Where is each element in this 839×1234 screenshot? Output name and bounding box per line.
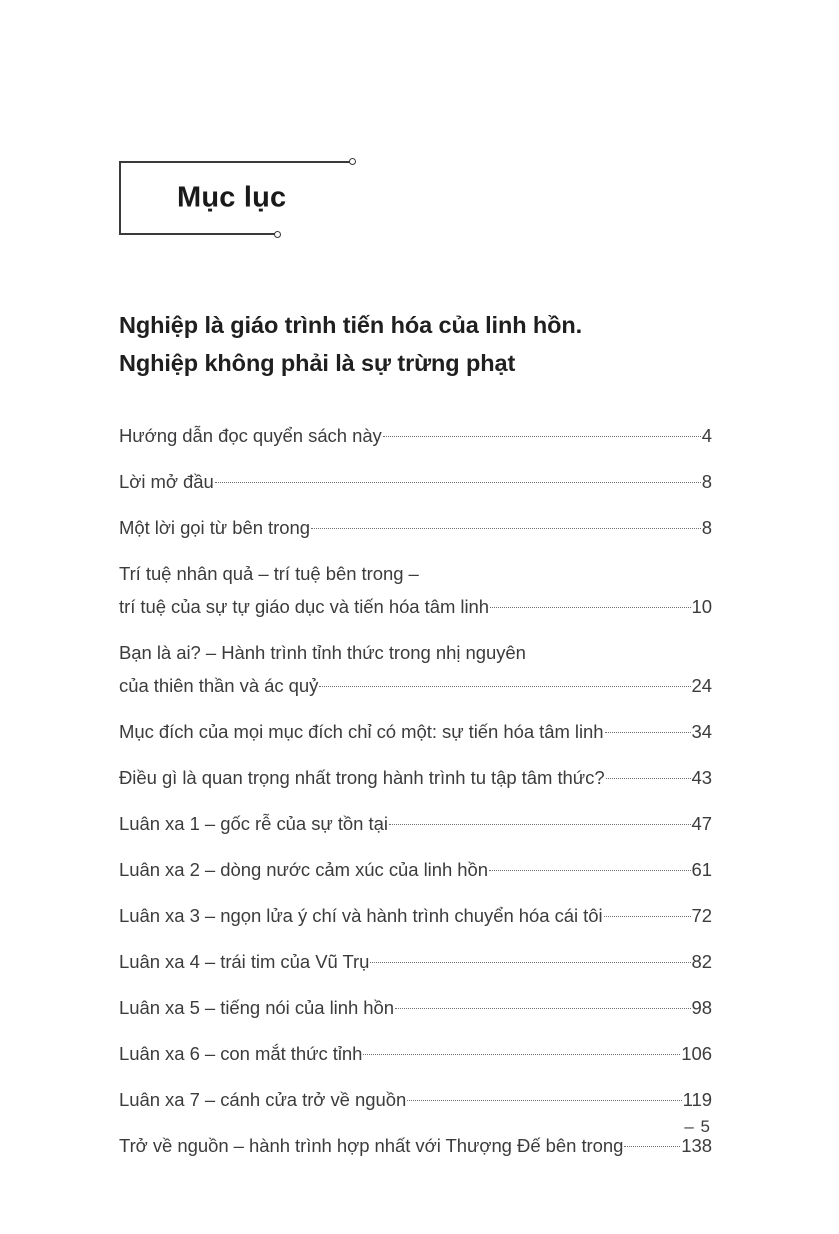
toc-entry[interactable] [119, 853, 712, 886]
toc-dot-leader [490, 595, 691, 614]
toc-dot-leader [389, 812, 691, 831]
toc-entry[interactable] [119, 1129, 712, 1162]
toc-page-number: 8 [701, 517, 712, 538]
toc-page-number: 119 [682, 1089, 712, 1110]
toc-entry-label: Trở về nguồn – hành trình hợp nhất với Thượng Đế bên trong [119, 1135, 624, 1156]
toc-entry-line-final [119, 1083, 712, 1116]
frame-top-terminator-circle-icon [349, 158, 356, 165]
toc-dot-leader [363, 1042, 680, 1061]
toc-page-number: 8 [701, 471, 712, 492]
toc-dot-leader [605, 720, 691, 739]
toc-entry[interactable] [119, 899, 712, 932]
frame-left-edge [119, 161, 121, 235]
toc-dot-leader [370, 950, 690, 969]
toc-entry-label: Lời mở đầu [119, 471, 214, 492]
toc-dot-leader [395, 996, 691, 1015]
toc-dot-leader [215, 470, 701, 489]
toc-page-number: 10 [691, 596, 712, 617]
toc-entry-label: Trí tuệ nhân quả – trí tuệ bên trong – [119, 563, 419, 584]
frame-bottom-terminator-circle-icon [274, 231, 281, 238]
toc-entry-label: Hướng dẫn đọc quyển sách này [119, 425, 382, 446]
toc-entry-label: Mục đích của mọi mục đích chỉ có một: sự tiến hóa tâm linh [119, 721, 604, 742]
toc-entry-line-final [119, 1129, 712, 1162]
toc-page-number: 43 [691, 767, 712, 788]
heading-frame-block [119, 161, 359, 235]
toc-entry-line-final [119, 669, 712, 702]
toc-entry[interactable] [119, 1037, 712, 1070]
toc-page-number: 138 [681, 1135, 712, 1156]
footer-page-number: – 5 [684, 1117, 711, 1136]
toc-entry[interactable] [119, 465, 712, 498]
toc-entry-line-final [119, 419, 712, 452]
toc-dot-leader [624, 1134, 680, 1153]
table-of-contents [119, 419, 712, 1175]
toc-page-number: 82 [691, 951, 712, 972]
toc-entry-line-final [119, 511, 712, 544]
section-title [119, 306, 739, 382]
toc-entry-label: Điều gì là quan trọng nhất trong hành trình tu tập tâm thức? [119, 767, 605, 788]
toc-entry[interactable] [119, 557, 712, 623]
toc-page-number: 34 [691, 721, 712, 742]
toc-entry[interactable] [119, 419, 712, 452]
toc-page-number: 72 [691, 905, 712, 926]
toc-entry-line-final [119, 899, 712, 932]
toc-entry-label: Luân xa 5 – tiếng nói của linh hồn [119, 997, 394, 1018]
toc-dot-leader [604, 904, 691, 923]
toc-page-number: 47 [691, 813, 712, 834]
toc-entry-line-final [119, 590, 712, 623]
toc-entry-label: Luân xa 7 – cánh cửa trở về nguồn [119, 1089, 407, 1110]
toc-entry-line-final [119, 991, 712, 1024]
toc-entry-label: Luân xa 6 – con mắt thức tỉnh [119, 1043, 363, 1064]
toc-entry-line-final [119, 807, 712, 840]
toc-entry[interactable] [119, 807, 712, 840]
toc-entry[interactable] [119, 511, 712, 544]
toc-entry-line-final [119, 715, 712, 748]
toc-page-number: 98 [691, 997, 712, 1018]
toc-entry-line-final [119, 761, 712, 794]
toc-entry[interactable] [119, 991, 712, 1024]
toc-entry-line-final [119, 945, 712, 978]
toc-entry-label: Luân xa 2 – dòng nước cảm xúc của linh hồn [119, 859, 489, 880]
toc-entry[interactable] [119, 761, 712, 794]
section-title-line-2: Nghiệp không phải là sự trừng phạt [119, 350, 516, 376]
toc-entry-line [119, 636, 712, 669]
toc-entry-line-final [119, 853, 712, 886]
toc-entry[interactable] [119, 945, 712, 978]
toc-entry-label: trí tuệ của sự tự giáo dục và tiến hóa tâm linh [119, 596, 490, 617]
toc-entry-label: Bạn là ai? – Hành trình tỉnh thức trong nhị nguyên [119, 642, 526, 663]
toc-entry[interactable] [119, 1083, 712, 1116]
toc-entry[interactable] [119, 715, 712, 748]
frame-top-edge [119, 161, 351, 163]
frame-bottom-edge [119, 233, 276, 235]
toc-entry-label: Luân xa 3 – ngọn lửa ý chí và hành trình chuyển hóa cái tôi [119, 905, 603, 926]
toc-dot-leader [383, 424, 701, 443]
toc-entry-line-final [119, 1037, 712, 1070]
toc-entry-line-final [119, 465, 712, 498]
toc-dot-leader [319, 674, 690, 693]
toc-page-number: 61 [691, 859, 712, 880]
toc-dot-leader [489, 858, 691, 877]
toc-entry-label: Một lời gọi từ bên trong [119, 517, 310, 538]
toc-entry-label: Luân xa 4 – trái tim của Vũ Trụ [119, 951, 370, 972]
section-title-line-1: Nghiệp là giáo trình tiến hóa của linh hồn. [119, 312, 583, 338]
toc-entry[interactable] [119, 636, 712, 702]
toc-dot-leader [606, 766, 691, 785]
toc-dot-leader [311, 516, 701, 535]
toc-entry-line [119, 557, 712, 590]
toc-page-number: 106 [681, 1043, 712, 1064]
toc-entry-label: Luân xa 1 – gốc rễ của sự tồn tại [119, 813, 388, 834]
toc-page-number: 24 [691, 675, 712, 696]
toc-entry-label: của thiên thần và ác quỷ [119, 675, 319, 696]
page-title: Mục lục [177, 181, 287, 214]
toc-dot-leader [407, 1088, 681, 1107]
toc-page-number: 4 [701, 425, 712, 446]
